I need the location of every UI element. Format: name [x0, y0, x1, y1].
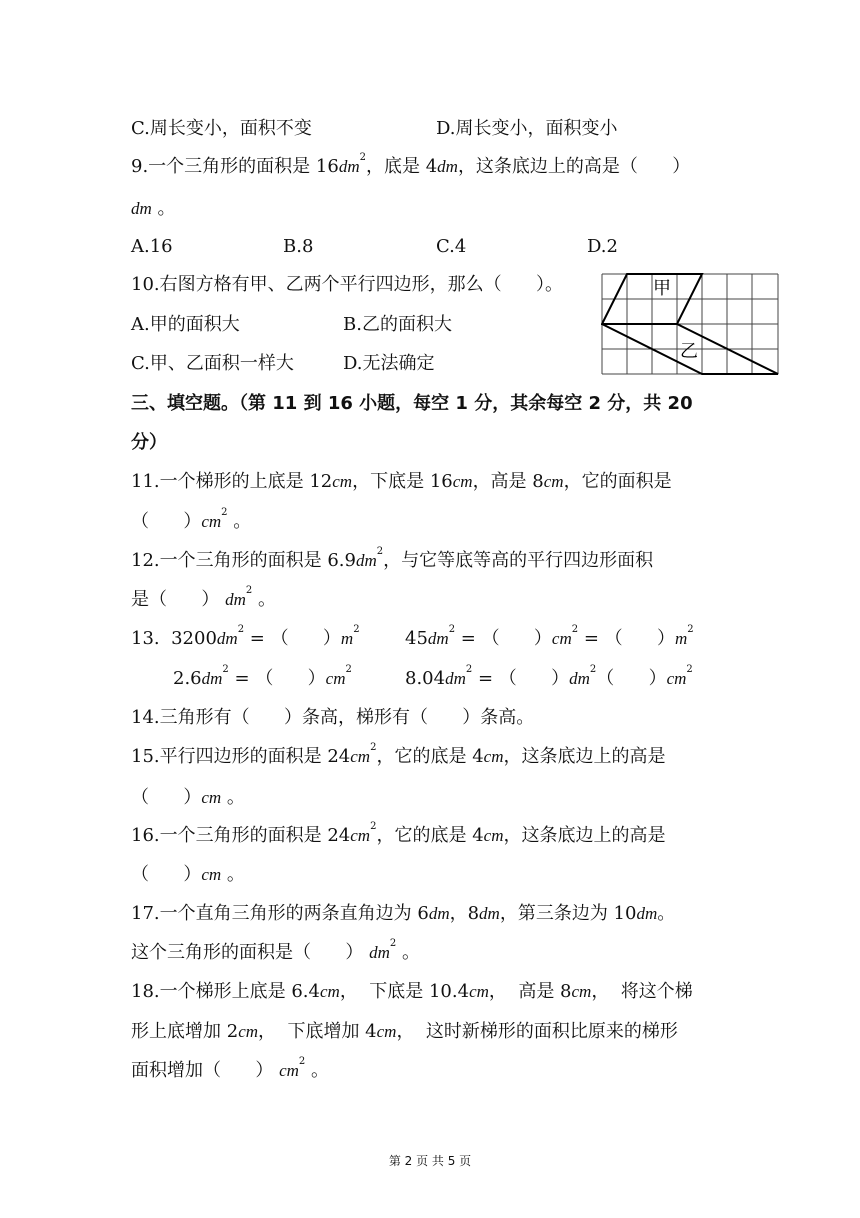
q11-text: 11.一个梯形的上底是 12cm，下底是 16cm，高是 8cm，它的面积是: [131, 471, 672, 492]
q18-line1: 18.一个梯形上底是 6.4cm， 下底是 10.4cm， 高是 8cm， 将这个梯: [131, 981, 693, 1002]
q9-option-c: C.4: [436, 236, 467, 257]
q17-blank: 这个三角形的面积是（ ） $dm^2$ 。: [131, 938, 420, 963]
q12-text: 12.一个三角形的面积是 $6.9dm^2$，与它等底等高的平行四边形面积: [131, 546, 654, 571]
q18-line3: 面积增加（ ） $cm^2$ 。: [131, 1056, 330, 1081]
q10-text: 10.右图方格有甲、乙两个平行四边形，那么（ ）。: [131, 274, 563, 295]
q8-option-c: C.周长变小，面积不变: [131, 118, 312, 139]
q13-row1-b: $45dm^2$ = （ ）$cm^2$ = （ ）$m^2$: [405, 624, 694, 649]
parallelogram-grid-figure: [601, 273, 779, 375]
q9-text: 9.一个三角形的面积是 $16dm^2$，底是 4dm，这条底边上的高是（ ）: [131, 152, 691, 177]
q12-blank: 是（ ） $dm^2$ 。: [131, 585, 276, 610]
q9-option-b: B.8: [283, 236, 314, 257]
q10-option-b: B.乙的面积大: [343, 314, 452, 335]
q9-option-d: D.2: [587, 236, 618, 257]
q8-option-d: D.周长变小，面积变小: [436, 118, 618, 139]
q9-unit: dm 。: [131, 198, 176, 219]
q11-blank: （ ）$cm^2$ 。: [131, 507, 252, 532]
q16-blank: （ ）cm 。: [131, 864, 245, 885]
q10-option-c: C.甲、乙面积一样大: [131, 353, 294, 374]
q13-row2-b: $8.04dm^2$ = （ ）$dm^2$（ ）$cm^2$: [405, 664, 693, 689]
page-footer: 第 2 页 共 5 页: [388, 1154, 472, 1168]
q13-row2: $2.6dm^2$ = （ ）$cm^2$: [173, 664, 352, 689]
q13-row1: 13. $3200dm^2$ = （ ）$m^2$: [131, 624, 360, 649]
q15-text: 15.平行四边形的面积是 $24cm^2$，它的底是 4cm，这条底边上的高是: [131, 742, 666, 767]
q16-text: 16.一个三角形的面积是 $24cm^2$，它的底是 4cm，这条底边上的高是: [131, 821, 666, 846]
section-3-heading: 三、填空题。（第 11 到 16 小题，每空 1 分，其余每空 2 分，共 20: [131, 393, 693, 414]
q14-text: 14.三角形有（ ）条高，梯形有（ ）条高。: [131, 707, 535, 728]
q15-blank: （ ）cm 。: [131, 787, 245, 808]
q10-option-d: D.无法确定: [343, 353, 435, 374]
section-3-heading-cont: 分）: [131, 432, 167, 453]
label-yi: 乙: [680, 341, 698, 362]
q17-text: 17.一个直角三角形的两条直角边为 6dm，8dm，第三条边为 10dm。: [131, 903, 676, 924]
q10-option-a: A.甲的面积大: [131, 314, 240, 335]
label-jia: 甲: [653, 278, 671, 299]
q9-option-a: A.16: [131, 236, 173, 257]
q18-line2: 形上底增加 2cm， 下底增加 4cm， 这时新梯形的面积比原来的梯形: [131, 1021, 678, 1042]
